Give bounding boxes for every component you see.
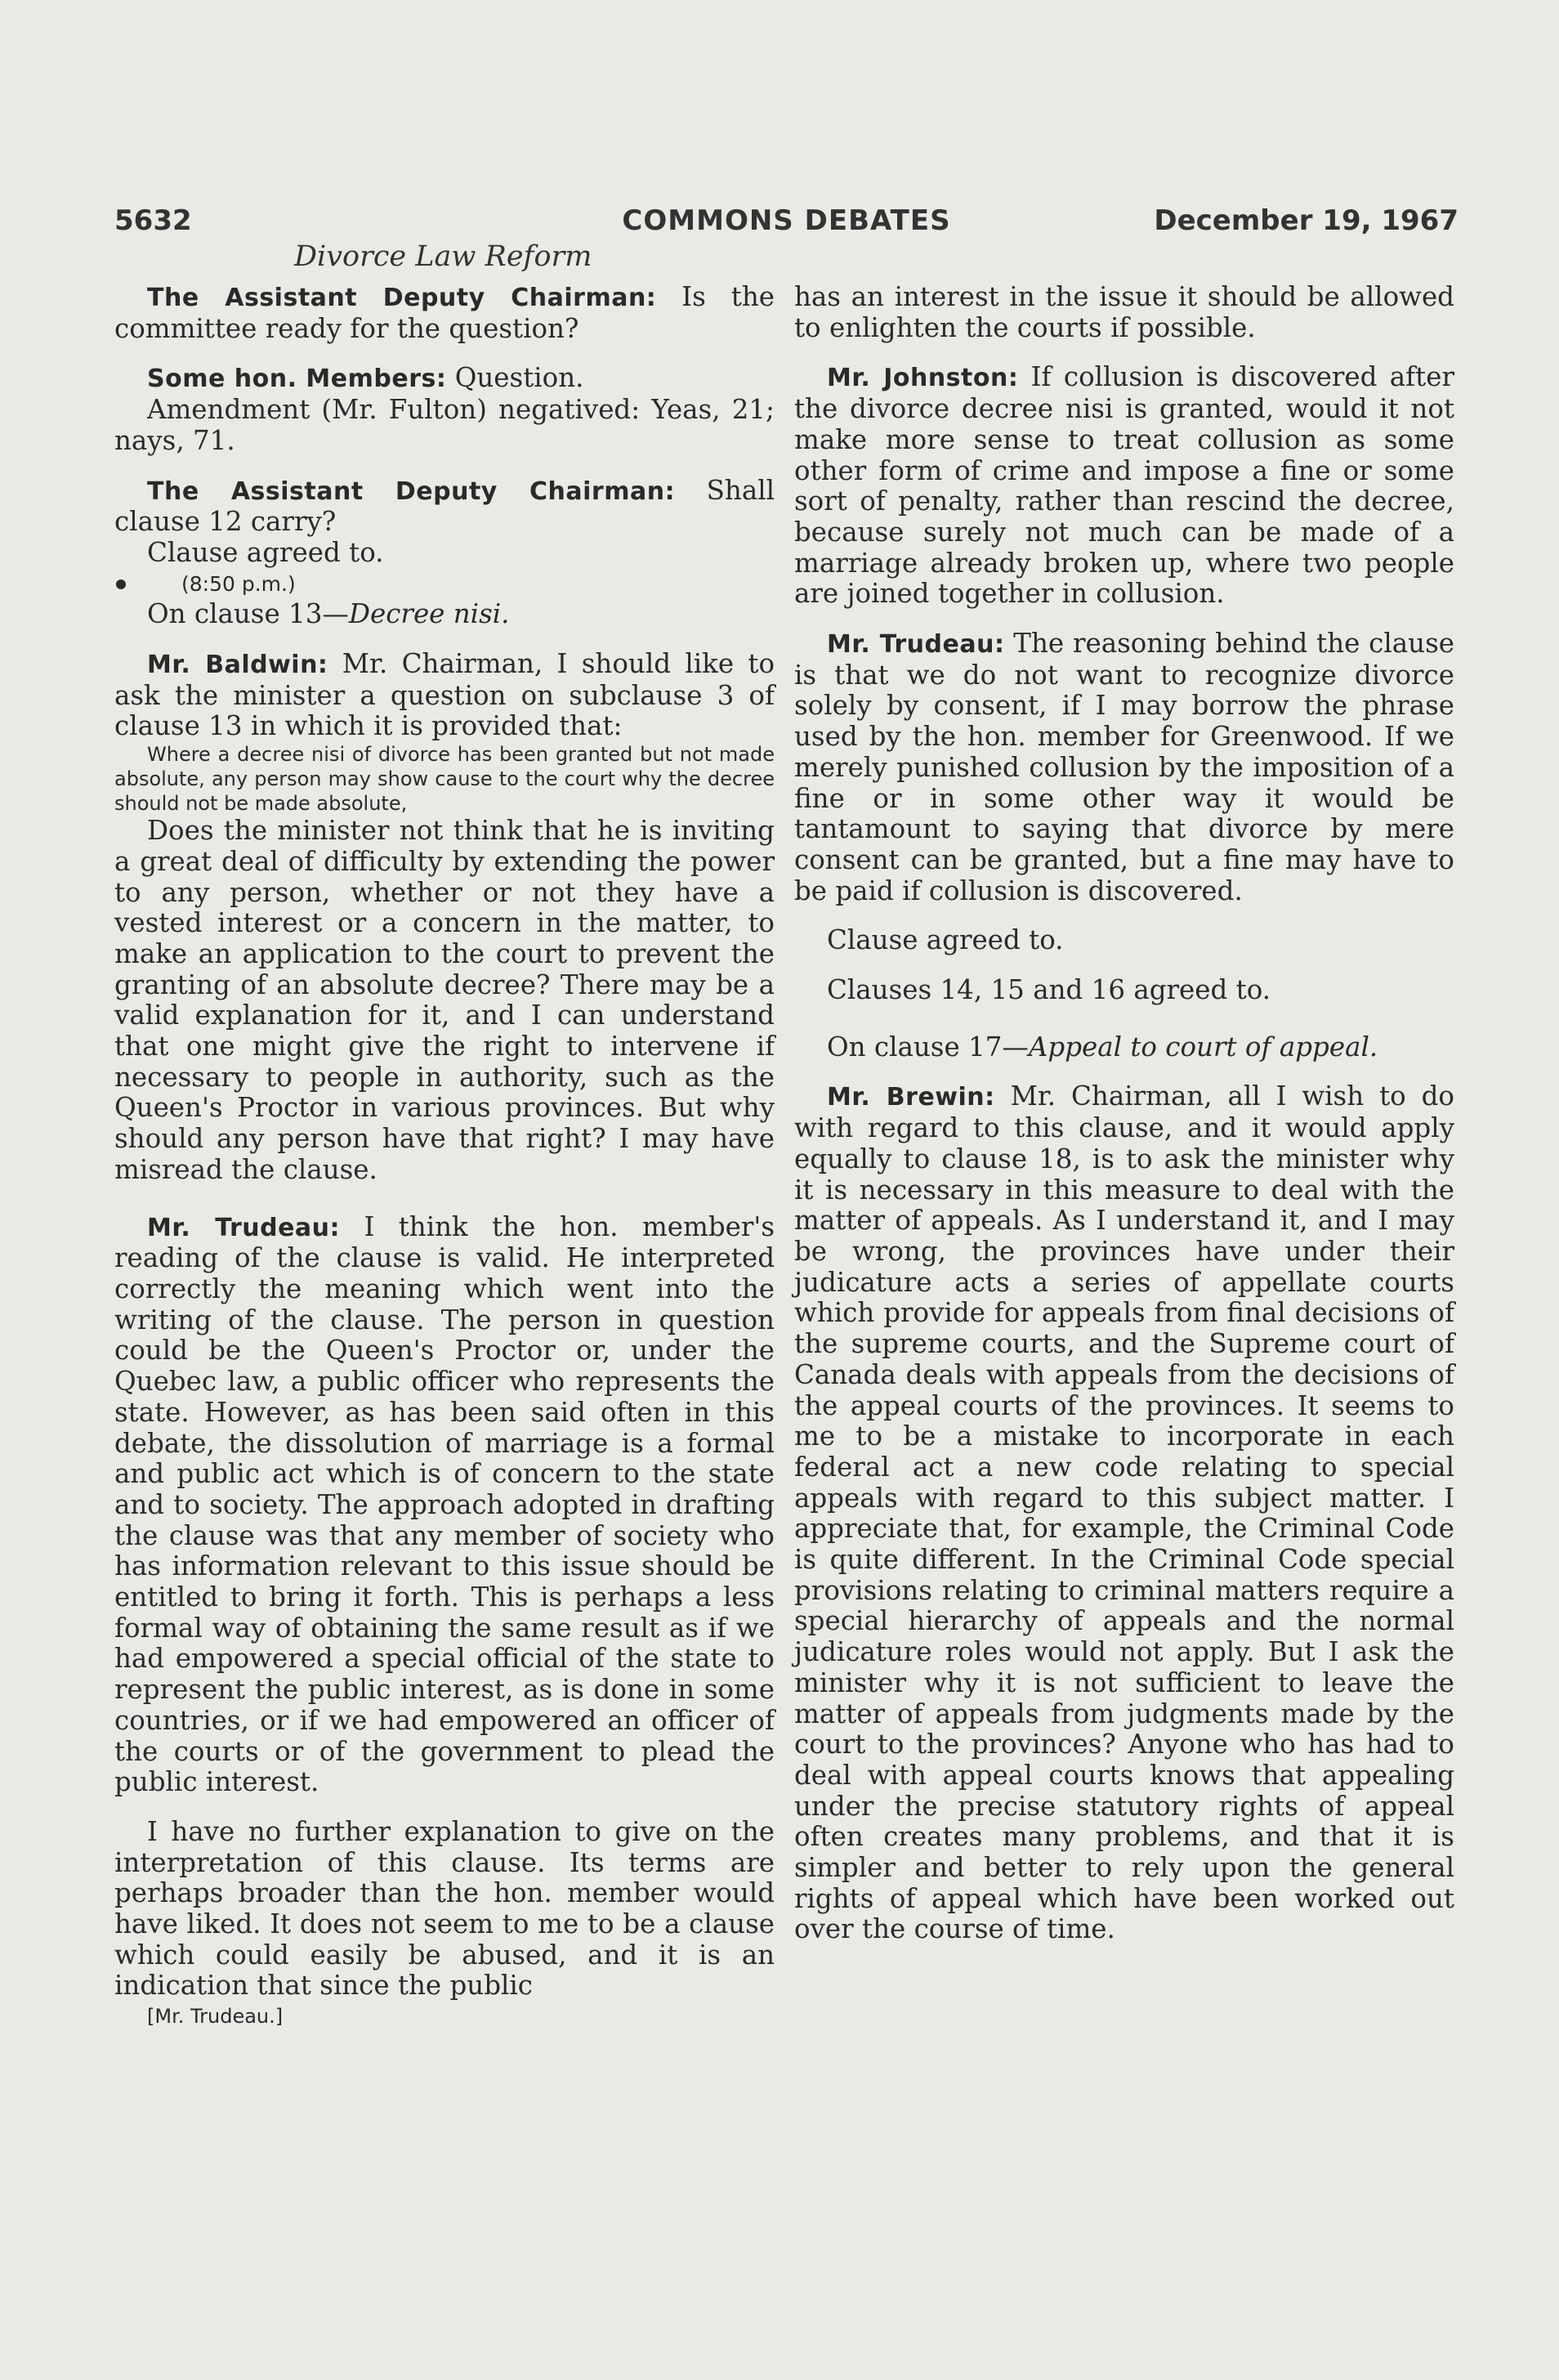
paragraph [114,1212,775,1798]
speech-text: Mr. Chairman, I should like to ask the minister a question on subclause 3 of clause 13 in which it is provided that: [114,648,775,742]
clause-prefix: On clause 17— [827,1031,1029,1062]
paragraph: Does the minister not think that he is inviting a great deal of difficulty by extending the power to any person, whether or not they have a vested interest or a concern in the matter, to make an application to the court to prevent the granting of an absolute decree? There may be a valid explanation for it, and I can understand that one might give the right to intervene if necessary to people in authority, such as the Queen's Proctor in various provinces. But why should any person have that right? I may have misread the clause. [114,815,775,1185]
subject-heading: Divorce Law Reform [294,240,592,273]
paragraph [114,282,775,344]
bullet-icon [116,579,126,589]
speaker-name: Mr. Brewin: [827,1083,995,1112]
time-text: (8:50 p.m.) [181,571,296,596]
publication-title: COMMONS DEBATES [622,204,951,237]
speaker-footer: [Mr. Trudeau.] [147,2005,284,2029]
paragraph: has an interest in the issue it should be allowed to enlighten the courts if possible. [794,281,1454,343]
left-column [114,282,775,2033]
speaker-name: Mr. Johnston: [827,364,1019,393]
speech-text: I think the hon. member's reading of the clause is valid. He interpreted correctly the meaning which went into the writing of the clause. The person in question could be the Queen's Proctor or, under the Quebec law, a public officer who represents the state. However, as has been said often in this debate, the dissolution of marriage is a formal and public act which is of concern to the state and to society. The approach adopted in drafting the clause was that any member of society who has information relevant to this issue should be entitled to bring it forth. This is perhaps a less formal way of obtaining the same result as if we had empowered a special official of the state to represent the public interest, as is done in some countries, or if we had empowered an officer of the courts or of the government to plead the public interest. [114,1210,775,1798]
speech-text: Is the committee ready for the question? [114,281,775,344]
paragraph: Clauses 14, 15 and 16 agreed to. [827,974,1271,1006]
speaker-name: Some hon. Members: [147,365,447,394]
page-header [114,204,1458,245]
clause-title: Decree nisi. [348,598,510,630]
speaker-name: The Assistant Deputy Chairman: [147,476,676,506]
time-marker [114,569,775,600]
paragraph [114,363,775,395]
paragraph: Clause agreed to. [147,536,384,568]
paragraph: Clause agreed to. [827,924,1064,956]
page-number: 5632 [114,204,192,237]
speech-text: If collusion is discovered after the divorce decree nisi is granted, would it not make more sense to treat collusion as some other form of crime and impose a fine or some sort of penalty, rather than rescind the decree, because surely not much can be made of a marriage already broken up, where two people are joined together in collusion. [794,361,1454,610]
speaker-name: Mr. Baldwin: [147,651,328,680]
paragraph [794,362,1454,610]
speech-text: The reasoning behind the clause is that we do not want to recognize divorce solely by consent, if I may borrow the phrase used by the hon. member for Greenwood. If we merely punished collusion by the imposition of a fine or in some other way it would be tantamount to saying that divorce by mere consent can be granted, but a fine may have to be paid if collusion is discovered. [794,628,1455,906]
block-quote: Where a decree nisi of divorce has been granted but not made absolute, any person may show cause to the court why the decree should not be made absolute, [114,743,775,816]
paragraph [794,1032,1454,1063]
paragraph [114,599,775,630]
speaker-name: Mr. Trudeau: [827,630,1005,660]
right-column [794,282,1454,1945]
paragraph: I have no further explanation to give on the interpretation of this clause. Its terms are perhaps broader than the hon. member would have liked. It does not seem to me to be a clause which could easily be abused, and it is an indication that since the public [114,1815,775,2002]
paragraph [794,1081,1454,1945]
paragraph [114,649,775,742]
paragraph [114,476,775,538]
clause-title: Appeal to court of appeal. [1028,1031,1378,1062]
clause-prefix: On clause 13— [147,598,349,630]
speech-text: Mr. Chairman, all I wish to do with regard to this clause, and it would apply equally to clause 18, is to ask the minister why it is necessary in this measure to deal with the matter of appeals. As I understand it, and I may be wrong, the provinces have under their judicature acts a series of appellate courts which provide for appeals from final decisions of the supreme courts, and the Supreme court of Canada deals with appeals from the decisions of the appeal courts of the provinces. It seems to me to be a mistake to incorporate in each federal act a new code relating to special appeals with regard to this subject matter. I appreciate that, for example, the Criminal Code is quite different. In the Criminal Code special provisions relating to criminal matters require a special hierarchy of appeals and the normal judicature roles would not apply. But I ask the minister why it is not sufficient to leave the matter of appeals from judgments made by the court to the provinces? Anyone who has had to deal with appeal courts knows that appealing under the precise statutory rights of appeal often creates many problems, and that it is simpler and better to rely upon the general rights of appeal which have been worked out over the course of time. [794,1080,1454,1945]
speaker-name: The Assistant Deputy Chairman: [147,284,657,312]
issue-date: December 19, 1967 [1154,204,1458,237]
speaker-name: Mr. Trudeau: [147,1213,341,1242]
paragraph [794,629,1454,906]
speech-text: Question. [446,362,584,394]
paragraph: Amendment (Mr. Fulton) negatived: Yeas, 21; nays, 71. [114,394,775,456]
speech-text: Shall clause 12 carry? [114,474,775,538]
